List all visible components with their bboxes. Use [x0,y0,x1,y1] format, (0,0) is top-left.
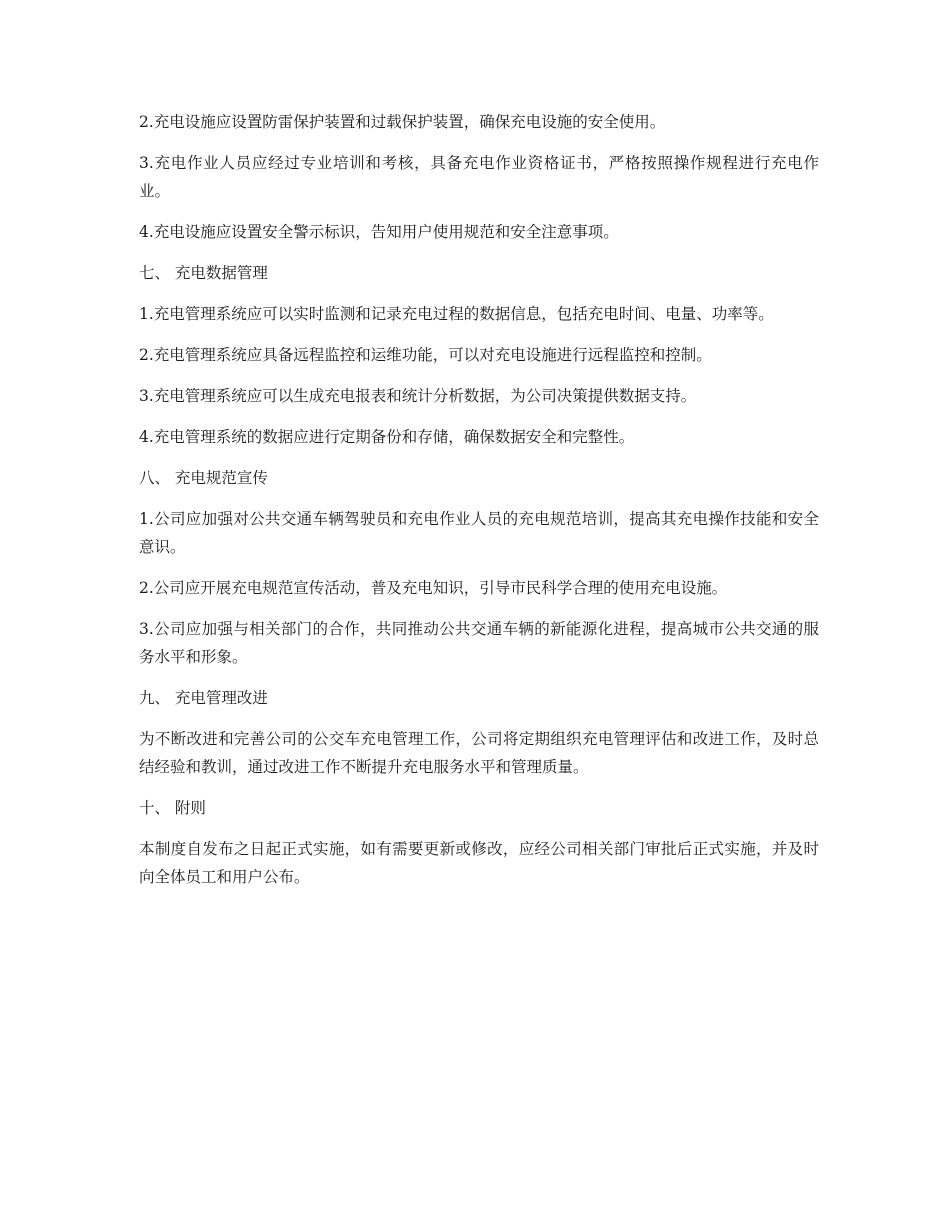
section-8-item-2: 2.公司应开展充电规范宣传活动，普及充电知识，引导市民科学合理的使用充电设施。 [139,579,728,597]
section-7-item-3: 3.充电管理系统应可以生成充电报表和统计分析数据，为公司决策提供数据支持。 [139,387,697,405]
section-9-body: 为不断改进和完善公司的公交车充电管理工作，公司将定期组织充电管理评估和改进工作，及时总结经验和教训，通过改进工作不断提升充电服务水平和管理质量。 [139,730,819,776]
section-6-item-3: 3.充电作业人员应经过专业培训和考核，具备充电作业资格证书，严格按照操作规程进行充电作业。 [139,154,819,200]
section-7-heading: 七、 充电数据管理 [139,264,268,282]
section-8-item-3: 3.公司应加强与相关部门的合作，共同推动公共交通车辆的新能源化进程，提高城市公共交通的服务水平和形象。 [139,620,819,666]
section-10-body: 本制度自发布之日起正式实施，如有需要更新或修改，应经公司相关部门审批后正式实施，并及时向全体员工和用户公布。 [139,840,819,886]
section-8-item-1: 1.公司应加强对公共交通车辆驾驶员和充电作业人员的充电规范培训，提高其充电操作技能和安全意识。 [139,510,819,556]
section-7-item-1: 1.充电管理系统应可以实时监测和记录充电过程的数据信息，包括充电时间、电量、功率等。 [139,305,774,323]
section-6-item-4: 4.充电设施应设置安全警示标识，告知用户使用规范和安全注意事项。 [139,223,619,241]
section-10-heading: 十、 附则 [139,799,206,817]
section-9-heading: 九、 充电管理改进 [139,689,268,707]
section-7-item-4: 4.充电管理系统的数据应进行定期备份和存储，确保数据安全和完整性。 [139,428,635,446]
section-8-heading: 八、 充电规范宣传 [139,469,268,487]
section-6-item-2: 2.充电设施应设置防雷保护装置和过载保护装置，确保充电设施的安全使用。 [139,113,666,131]
section-7-item-2: 2.充电管理系统应具备远程监控和运维功能，可以对充电设施进行远程监控和控制。 [139,346,712,364]
document-body [139,108,819,904]
